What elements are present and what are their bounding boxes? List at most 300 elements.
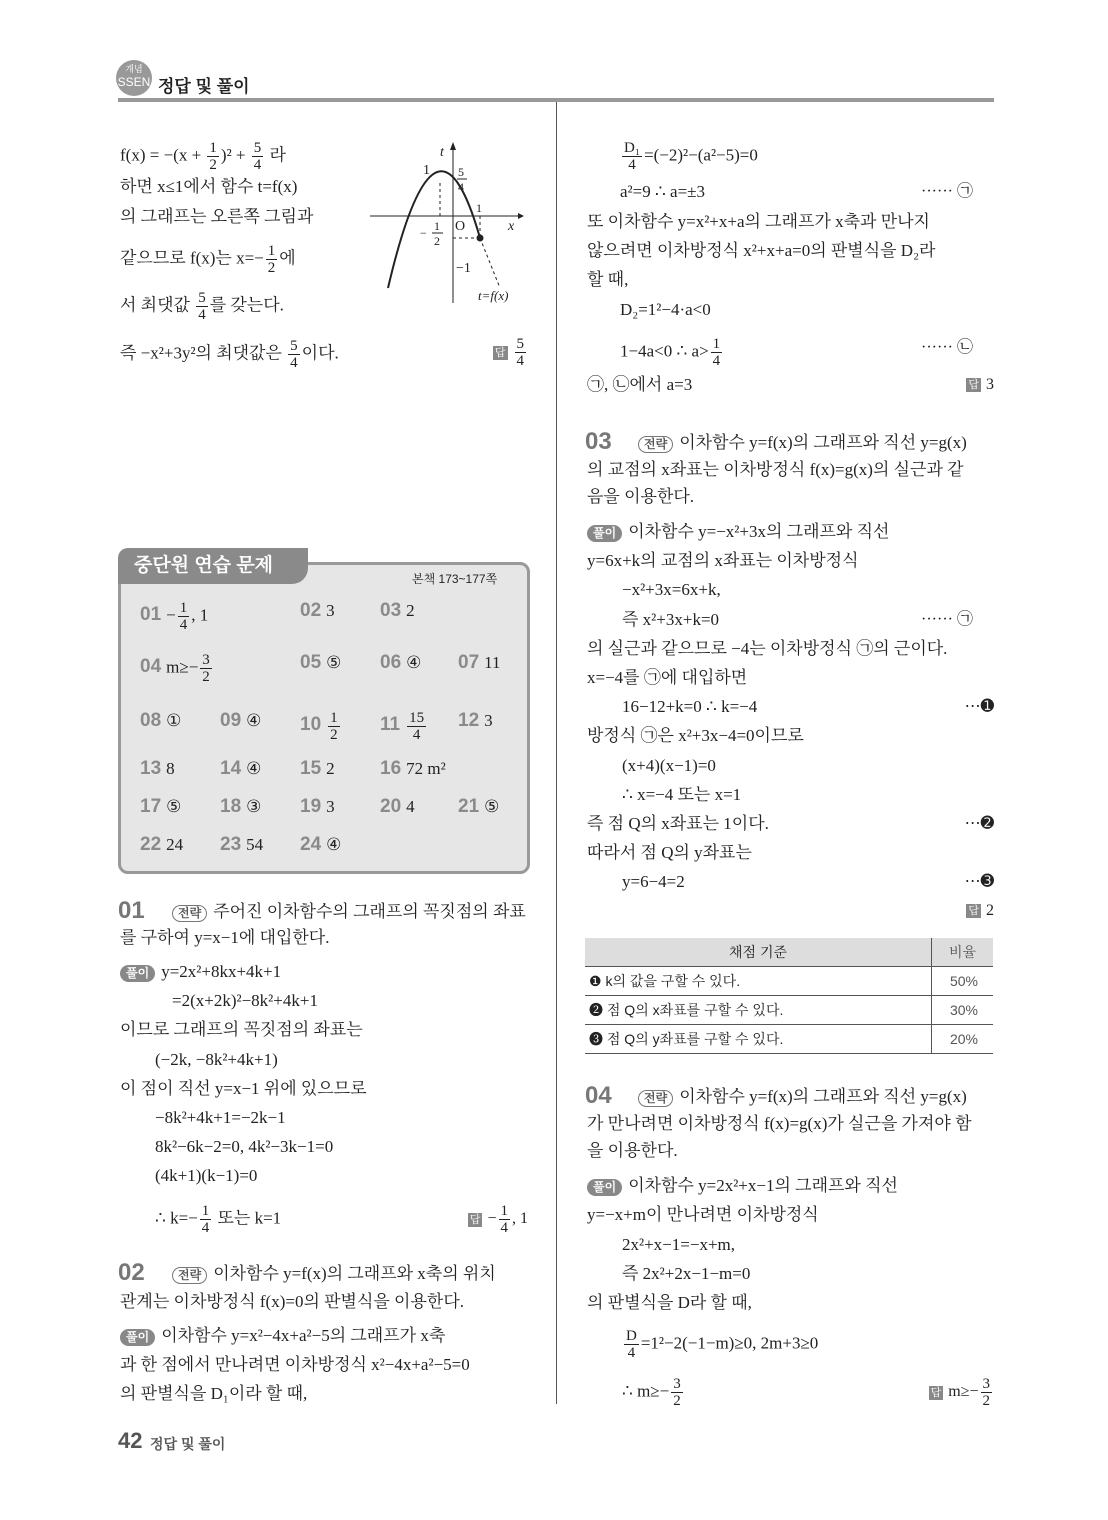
- text-line: [622, 870, 685, 894]
- t-axis-label: t: [440, 145, 444, 160]
- x-axis-label: x: [508, 219, 515, 234]
- summary-item: [140, 796, 181, 818]
- summary-ref: 본책 173~177쪽: [412, 572, 498, 586]
- solution-line: [587, 1174, 898, 1198]
- text-run: 에: [279, 248, 296, 268]
- text-line: [120, 1382, 307, 1406]
- item-number: 09: [220, 710, 242, 731]
- text-line: [587, 485, 694, 509]
- ratio-cell: 20%: [932, 1025, 994, 1054]
- text-run: 이차함수 y=−x²+3x의 그래프와 직선: [628, 522, 890, 541]
- text-run: 8: [166, 759, 175, 778]
- summary-item: [220, 796, 261, 818]
- text-run: y=6x+k의 교점의 x좌표는 이차방정식: [587, 551, 859, 570]
- t-axis-arrow: [450, 142, 456, 150]
- summary-item: [300, 834, 341, 856]
- text-line: [120, 243, 296, 276]
- fraction: [266, 243, 278, 276]
- item-number: 24: [300, 834, 322, 855]
- criteria-cell: ❸ 점 Q의 y좌표를 구할 수 있다.: [585, 1025, 932, 1054]
- label-one-right: 1: [476, 201, 482, 215]
- item-number: 04: [140, 656, 162, 678]
- item-number: 19: [300, 796, 322, 817]
- item-number: 14: [220, 758, 242, 779]
- text-run: 같으므로 f(x)는 x=−: [120, 248, 264, 268]
- summary-item: [220, 834, 263, 856]
- numerator: 3: [982, 1376, 990, 1392]
- item-number: 23: [220, 834, 242, 855]
- criteria-cell: ❷ 점 Q의 x좌표를 구할 수 있다.: [585, 996, 932, 1025]
- fraction: [196, 290, 208, 323]
- summary-item: [458, 796, 499, 818]
- header-ratio: 비율: [932, 938, 994, 967]
- text-line: [620, 336, 724, 369]
- text-run: ④: [246, 759, 262, 778]
- summary-item: [140, 834, 183, 856]
- text-run: y=2x²+8kx+4k+1: [161, 962, 282, 981]
- summary-item: [458, 710, 493, 732]
- text-run: 의 그래프는 오른쪽 그림과: [120, 207, 314, 226]
- numerator: D: [626, 1328, 637, 1344]
- text: [628, 1176, 898, 1195]
- numerator: 3: [673, 1376, 681, 1392]
- denominator: 4: [253, 157, 262, 173]
- text: [213, 902, 526, 921]
- fraction: [515, 336, 527, 369]
- denominator: 4: [628, 157, 636, 173]
- column-divider: [556, 102, 557, 1404]
- text-run: 의 교점의 x좌표는 이차방정식 f(x)=g(x)의 실근과 같: [587, 460, 964, 479]
- text-run: ㉠, ㉡에서 a=3: [587, 375, 693, 394]
- table-row: [585, 967, 993, 996]
- text-run: 1−4a<0 ∴ a>: [620, 341, 709, 361]
- text-run: ③: [246, 797, 262, 816]
- text-line: [155, 1135, 333, 1159]
- text-run: 2x²+x−1=−x+m,: [622, 1235, 736, 1254]
- text-run: ⑤: [326, 653, 342, 672]
- text-run: m≥−: [948, 1383, 979, 1401]
- text-line: [587, 1203, 819, 1227]
- text-run: 3: [326, 601, 335, 620]
- text-line: [587, 637, 947, 661]
- text-line: [587, 373, 692, 397]
- solution-line: [120, 960, 281, 984]
- fraction: [207, 140, 219, 173]
- denominator: 4: [500, 1220, 508, 1236]
- label-four: 4: [458, 180, 464, 194]
- denominator: 4: [412, 727, 421, 743]
- text-run: ⑤: [484, 797, 500, 816]
- text-run: 이차함수 y=f(x)의 그래프와 직선 y=g(x): [679, 1087, 967, 1106]
- text-run: 즉 −x²+3y²의 최댓값은: [120, 343, 287, 363]
- text-run: 이차함수 y=f(x)의 그래프와 직선 y=g(x): [679, 433, 967, 452]
- strategy-line: [172, 900, 526, 924]
- strategy-line: [638, 1085, 967, 1109]
- footer-title: 정답 및 풀이: [150, 1436, 226, 1452]
- text-run: ⋯➋: [964, 815, 994, 832]
- text-run: 2: [326, 759, 335, 778]
- label-five: 5: [458, 165, 464, 179]
- grading-table: [585, 938, 993, 1054]
- summary-item: [380, 796, 415, 818]
- numerator: 1: [201, 1203, 210, 1219]
- numerator: D₁: [624, 140, 641, 156]
- summary-item: [140, 600, 208, 633]
- text-run: 24: [166, 835, 184, 854]
- answer-icon: 답: [968, 379, 979, 392]
- denominator: 2: [673, 1393, 681, 1409]
- denominator: 4: [290, 355, 298, 371]
- text-line: [120, 205, 313, 229]
- item-number: 06: [380, 652, 402, 673]
- item-number: 10: [300, 714, 322, 736]
- step-marker: [965, 870, 994, 894]
- denominator: 4: [516, 353, 524, 369]
- text-run: 3: [484, 711, 493, 730]
- text-run: 즉 2x²+2x−1−m=0: [622, 1264, 751, 1283]
- text-run: =2(x+2k)²−8k²+4k+1: [172, 991, 318, 1010]
- summary-item: [458, 652, 501, 674]
- equation-marker: [921, 180, 973, 204]
- text-run: m≥−: [166, 657, 199, 677]
- denominator: 4: [627, 1345, 636, 1361]
- item-number: 07: [458, 652, 480, 673]
- text-run: ⋯➌: [964, 873, 994, 890]
- strategy-badge: 전략: [172, 1267, 207, 1284]
- fraction: [711, 336, 723, 369]
- text-run: ④: [326, 835, 342, 854]
- answer-icon: 답: [494, 346, 506, 359]
- text-run: 의 실근과 같으므로 −4는 이차방정식 ㉠의 근이다.: [587, 639, 948, 658]
- text-run: 음을 이용한다.: [587, 487, 695, 506]
- answer-mark: [493, 336, 528, 369]
- text-run: (x+4)(x−1)=0: [622, 756, 716, 775]
- header-criteria: 채점 기준: [585, 938, 932, 967]
- label-half-num: 1: [434, 219, 440, 233]
- text: [161, 1326, 445, 1345]
- text-run: =(−2)²−(a²−5)=0: [644, 145, 758, 165]
- fraction: [252, 140, 264, 173]
- solution-badge: 풀이: [120, 1329, 155, 1346]
- summary-item: [300, 796, 335, 818]
- text-line: [587, 1291, 752, 1315]
- text-line: [587, 724, 804, 748]
- text-line: [622, 783, 741, 807]
- answer-mark: [966, 373, 994, 397]
- solution-line: [120, 1324, 445, 1348]
- text-line: [120, 1353, 470, 1377]
- strategy-badge: 전략: [638, 1090, 673, 1107]
- summary-item: [380, 600, 415, 622]
- summary-item: [220, 710, 261, 732]
- step-marker: [965, 812, 994, 836]
- label-one-top: 1: [423, 163, 430, 178]
- summary-item: [300, 652, 341, 674]
- text: [628, 522, 889, 541]
- text-line: [120, 175, 297, 199]
- solution-badge: 풀이: [587, 1179, 622, 1196]
- denominator: 4: [198, 307, 206, 323]
- text-run: ∴ m≥−: [622, 1381, 670, 1401]
- item-number: 12: [458, 710, 480, 731]
- text-line: [622, 578, 721, 602]
- text-run: ∴ x=−4 또는 x=1: [622, 785, 742, 804]
- denominator: 2: [982, 1393, 990, 1409]
- label-neg-one: −1: [456, 261, 471, 276]
- text-line: [120, 140, 286, 173]
- summary-item: [300, 758, 335, 780]
- text-run: 즉 x²+3x+k=0: [622, 610, 720, 629]
- text-run: −8k²+4k+1=−2k−1: [155, 1108, 286, 1127]
- text-run: 8k²−6k−2=0, 4k²−3k−1=0: [155, 1137, 334, 1156]
- denominator: 4: [712, 353, 721, 369]
- text-line: [120, 1077, 367, 1101]
- text-run: 라: [265, 145, 286, 165]
- fraction: [671, 1376, 683, 1409]
- question-number: 01: [118, 897, 145, 924]
- ratio-cell: 30%: [932, 996, 994, 1025]
- strategy-line: [638, 431, 967, 455]
- text-line: [120, 1018, 363, 1042]
- item-number: 17: [140, 796, 162, 817]
- label-half-den: 2: [434, 234, 440, 248]
- table-header: [585, 938, 993, 967]
- text-line: [620, 180, 705, 204]
- fraction: [622, 140, 642, 173]
- parabola-graph: [368, 138, 533, 308]
- fraction: [288, 338, 300, 371]
- text-run: 이다.: [301, 343, 339, 363]
- text-line: [587, 1112, 972, 1136]
- text-run: 가 만나려면 이차방정식 f(x)=g(x)가 실근을 가져야 함: [587, 1114, 972, 1133]
- fraction: [178, 600, 190, 633]
- strategy-line: [172, 1262, 496, 1286]
- text-run: 이 점이 직선 y=x−1 위에 있으므로: [120, 1079, 367, 1098]
- numerator: 5: [198, 290, 206, 306]
- numerator: 1: [500, 1203, 508, 1219]
- item-number: 13: [140, 758, 162, 779]
- summary-item: [300, 600, 335, 622]
- text-line: [587, 841, 752, 865]
- denominator: 4: [201, 1220, 210, 1236]
- numerator: 1: [209, 140, 217, 156]
- text-run: ⑤: [166, 797, 182, 816]
- table-row: [585, 996, 993, 1025]
- text-run: 할 때,: [587, 270, 629, 289]
- denominator: 2: [202, 669, 210, 685]
- denominator: 2: [267, 260, 276, 276]
- text-run: 이차함수 y=2x²+x−1의 그래프와 직선: [628, 1176, 898, 1195]
- text-line: [620, 298, 711, 322]
- summary-item: [140, 652, 214, 685]
- denominator: 2: [209, 157, 217, 173]
- text-run: 3: [986, 376, 994, 393]
- text-line: [622, 608, 719, 632]
- text-run: ∴ k=−: [155, 1208, 198, 1228]
- text-run: x=−4를 ㉠에 대입하면: [587, 668, 748, 687]
- text-run: 따라서 점 Q의 y좌표는: [587, 843, 752, 862]
- text-line: [622, 1262, 750, 1286]
- question-number: 03: [585, 428, 612, 455]
- answer-mark: [929, 1376, 994, 1409]
- text: [161, 962, 281, 981]
- text-run: 의 판별식을 D라 할 때,: [587, 1293, 752, 1312]
- parabola-extension: [480, 238, 500, 288]
- text-run: 서 최댓값: [120, 295, 195, 315]
- fraction: [981, 1376, 993, 1409]
- numerator: 3: [202, 652, 210, 668]
- header-title: 정답 및 풀이: [158, 77, 250, 96]
- solution-badge: 풀이: [587, 525, 622, 542]
- text-line: [155, 1106, 286, 1130]
- solution-badge: 풀이: [120, 965, 155, 982]
- text-run: ······ ㉡: [921, 339, 973, 356]
- item-number: 15: [300, 758, 322, 779]
- denominator: 2: [330, 727, 338, 743]
- item-number: 21: [458, 796, 480, 817]
- text-line: [622, 1376, 685, 1409]
- text-run: y=6−4=2: [622, 872, 685, 891]
- equation-marker: [921, 608, 973, 632]
- text-run: 이차함수 y=f(x)의 그래프와 x축의 위치: [213, 1264, 496, 1283]
- text-run: −: [487, 1210, 497, 1228]
- answer-icon: 답: [930, 1386, 942, 1399]
- equation-marker: [921, 336, 973, 360]
- solution-line: [587, 520, 889, 544]
- denominator: 4: [179, 617, 188, 633]
- numerator: 1: [712, 336, 721, 352]
- text-run: 54: [246, 835, 264, 854]
- logo-small: 개념: [125, 64, 143, 74]
- logo-big: SSEN: [117, 75, 151, 89]
- item-number: 16: [380, 758, 402, 779]
- ratio-cell: 50%: [932, 967, 994, 996]
- summary-title: 중단원 연습 문제: [118, 548, 308, 584]
- fraction: [624, 1328, 639, 1361]
- numerator: 5: [516, 336, 524, 352]
- item-number: 02: [300, 600, 322, 621]
- text-run: 2: [986, 902, 994, 919]
- numerator: 5: [253, 140, 262, 156]
- text-run: 이므로 그래프의 꼭짓점의 좌표는: [120, 1020, 363, 1039]
- summary-item: [380, 758, 446, 780]
- text-line: [172, 989, 318, 1013]
- text-line: [620, 140, 758, 173]
- text: [213, 1264, 496, 1283]
- text-line: [155, 1048, 278, 1072]
- numerator: 1: [267, 243, 276, 259]
- summary-item: [300, 710, 342, 743]
- curve-label: t=f(x): [478, 288, 509, 303]
- text-run: 또는 k=1: [213, 1208, 282, 1228]
- numerator: 1: [179, 600, 188, 616]
- item-number: 20: [380, 796, 402, 817]
- text-run: 않으려면 이차방정식 x²+x+a=0의 판별식을 D₂라: [587, 241, 936, 260]
- x-axis-arrow: [518, 213, 524, 219]
- text-line: [120, 290, 284, 323]
- brand-logo: [116, 60, 152, 96]
- text-line: [622, 695, 757, 719]
- question-number: 02: [118, 1259, 145, 1286]
- text-line: [587, 210, 930, 234]
- text-run: )² +: [220, 145, 250, 165]
- question-number: 04: [585, 1082, 612, 1109]
- text-run: 11: [484, 653, 501, 672]
- strategy-badge: 전략: [638, 436, 673, 453]
- text-line: [622, 1233, 735, 1257]
- text-line: [120, 926, 329, 950]
- criteria-cell: ❶ k의 값을 구할 수 있다.: [585, 967, 932, 996]
- text-run: y=−x+m이 만나려면 이차방정식: [587, 1205, 819, 1224]
- text-line: [587, 239, 935, 263]
- fraction: [200, 652, 212, 685]
- summary-item: [140, 758, 175, 780]
- text-line: [622, 754, 716, 778]
- text-line: [587, 268, 628, 292]
- text-line: [120, 338, 339, 371]
- text-line: [587, 458, 964, 482]
- summary-item: [220, 758, 261, 780]
- text-line: [587, 812, 769, 836]
- summary-item: [380, 710, 428, 743]
- text-line: [155, 1164, 257, 1188]
- text-run: 72 m²: [406, 759, 446, 778]
- text-run: 16−12+k=0 ∴ k=−4: [622, 697, 758, 716]
- text-run: ④: [406, 653, 422, 672]
- text-run: ④: [246, 711, 262, 730]
- text-run: 의 판별식을 D₁이라 할 때,: [120, 1384, 308, 1403]
- text-run: ······ ㉠: [921, 611, 973, 628]
- answer-icon: 답: [469, 1213, 481, 1226]
- text-run: 이차함수 y=x²−4x+a²−5의 그래프가 x축: [161, 1326, 446, 1345]
- origin-label: O: [455, 219, 466, 234]
- item-number: 18: [220, 796, 242, 817]
- item-number: 05: [300, 652, 322, 673]
- label-half-minus: −: [420, 226, 427, 240]
- answer-icon: 답: [968, 905, 979, 918]
- text-run: 주어진 이차함수의 그래프의 꼭짓점의 좌표: [213, 902, 526, 921]
- table-row: [585, 1025, 993, 1054]
- text-run: , 1: [191, 605, 209, 625]
- answer-mark: [966, 899, 994, 923]
- text-run: 2: [406, 601, 415, 620]
- numerator: 5: [290, 338, 298, 354]
- step-marker: [965, 695, 994, 719]
- text-run: , 1: [512, 1210, 528, 1228]
- text-line: [120, 1290, 464, 1314]
- fraction: [407, 710, 426, 743]
- item-number: 22: [140, 834, 162, 855]
- text-run: =1²−2(−1−m)≥0, 2m+3≥0: [640, 1333, 819, 1353]
- item-number: 08: [140, 710, 162, 731]
- text-line: [587, 1139, 678, 1163]
- text-run: ⋯➊: [964, 698, 994, 715]
- text-run: −: [166, 605, 176, 625]
- text-run: 과 한 점에서 만나려면 이차방정식 x²−4x+a²−5=0: [120, 1355, 470, 1374]
- text-run: 방정식 ㉠은 x²+3x−4=0이므로: [587, 726, 804, 745]
- summary-item: [140, 710, 181, 732]
- page-number: 42: [118, 1428, 143, 1453]
- text-run: a²=9 ∴ a=±3: [620, 182, 706, 201]
- text: [679, 433, 967, 452]
- text: [679, 1087, 967, 1106]
- text-run: (−2k, −8k²+4k+1): [155, 1050, 278, 1069]
- text-run: ······ ㉠: [921, 183, 973, 200]
- text-run: 을 이용한다.: [587, 1141, 678, 1160]
- text-run: f(x) = −(x +: [120, 145, 206, 165]
- item-number: 01: [140, 604, 162, 626]
- fraction: [328, 710, 340, 743]
